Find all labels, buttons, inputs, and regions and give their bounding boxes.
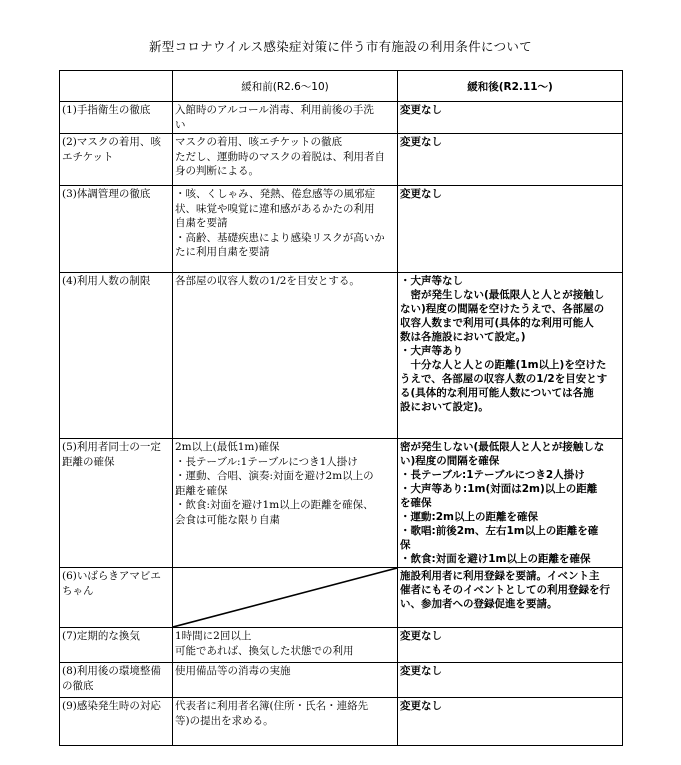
- row-label-line: (2)マスクの着用、咳: [62, 136, 161, 148]
- after-cell-line: 数は各施設において設定。): [400, 331, 526, 343]
- after-cell-line: ・運動:2m以上の距離を確保: [400, 511, 538, 523]
- after-cell: [398, 186, 623, 273]
- after-cell-line: る(具体的な利用可能人数については各施: [400, 387, 594, 399]
- row-label: [60, 134, 173, 186]
- before-cell-line: ・長テーブル:1テーブルにつき1人掛け: [175, 455, 358, 468]
- table-header-row: [60, 71, 623, 102]
- before-cell-line: マスクの着用、咳エチケットの徹底: [175, 136, 343, 148]
- after-cell-line: 変更なし: [400, 104, 442, 116]
- before-cell: [173, 698, 398, 746]
- table-row: [60, 273, 623, 439]
- after-cell-line: ・大声等なし: [400, 275, 463, 287]
- before-cell-line: 身の判断による。: [175, 165, 259, 177]
- row-label-line: (1)手指衛生の徹底: [62, 104, 151, 116]
- row-label-line: の徹底: [62, 679, 94, 692]
- before-cell-line: ・高齢、基礎疾患により感染リスクが高いか: [175, 231, 385, 244]
- row-label: [60, 273, 173, 439]
- row-label-line: (3)体調管理の徹底: [62, 188, 151, 200]
- after-cell: [398, 134, 623, 186]
- row-label: [60, 628, 173, 663]
- row-label-line: (8)利用後の環境整備: [62, 665, 161, 677]
- table-row: [60, 628, 623, 663]
- after-cell-line: 密が発生しない(最低限人と人とが接触しな: [400, 441, 605, 453]
- before-cell: [173, 186, 398, 273]
- after-cell-line: 保: [400, 539, 411, 551]
- row-label-line: (4)利用人数の制限: [62, 275, 151, 287]
- row-label: [60, 186, 173, 273]
- row-label-line: ちゃん: [62, 584, 94, 597]
- table-row: [60, 102, 623, 134]
- before-cell: [173, 628, 398, 663]
- after-cell: [398, 698, 623, 746]
- after-cell-line: 密が発生しない(最低限人と人とが接触し: [400, 289, 605, 301]
- before-cell-line: ・飲食:対面を避け1m以上の距離を確保、: [175, 499, 374, 511]
- before-cell: [173, 568, 398, 628]
- row-label-line: 距離の確保: [62, 455, 115, 468]
- table-row: [60, 663, 623, 698]
- before-cell-line: い: [175, 118, 186, 131]
- after-cell-line: 変更なし: [400, 700, 442, 712]
- after-cell-line: 催者にもそのイベントとしての利用登録を行: [400, 584, 610, 596]
- after-cell-line: ・歌唱:前後2m、左右1m以上の距離を確: [400, 525, 599, 537]
- before-cell: [173, 439, 398, 568]
- after-cell-line: 十分な人と人との距離(1m以上)を空けた: [400, 359, 607, 371]
- header-after: 緩和後(R2.11〜): [398, 71, 623, 102]
- row-label: [60, 663, 173, 698]
- after-cell-line: ・飲食:対面を避け1m以上の距離を確保: [400, 553, 591, 565]
- after-cell-line: を確保: [400, 497, 432, 509]
- row-label-line: (6)いばらきアマビエ: [62, 570, 161, 582]
- before-cell-line: 入館時のアルコール消毒、利用前後の手洗: [175, 104, 374, 116]
- before-cell-line: 各部屋の収容人数の1/2を目安とする。: [175, 275, 360, 287]
- after-cell-line: 変更なし: [400, 665, 442, 677]
- row-label: [60, 439, 173, 568]
- table-row: [60, 186, 623, 273]
- after-cell-line: ・長テーブル:1テーブルにつき2人掛け: [400, 469, 585, 481]
- before-cell-line: たに利用自粛を要請: [175, 246, 270, 258]
- after-cell-line: ・大声等あり:1m(対面は2m)以上の距離: [400, 483, 598, 495]
- after-cell-line: 設において設定)。: [400, 401, 489, 413]
- after-cell: [398, 273, 623, 439]
- after-cell-line: い、参加者への登録促進を要請。: [400, 598, 558, 610]
- row-label-line: (9)感染発生時の対応: [62, 700, 161, 712]
- after-cell-line: 収容人数まで利用可(具体的な利用可能人: [400, 317, 594, 329]
- before-cell-line: ただし、運動時のマスクの着脱は、利用者自: [175, 150, 385, 163]
- before-cell: [173, 134, 398, 186]
- header-item: [60, 71, 173, 102]
- before-cell-line: 可能であれば、換気した状態での利用: [175, 644, 354, 657]
- after-cell-line: 変更なし: [400, 630, 442, 642]
- after-cell: [398, 439, 623, 568]
- table-row: [60, 698, 623, 746]
- header-before: 緩和前(R2.6〜10): [173, 71, 398, 102]
- before-cell-line: 状、味覚や嗅覚に違和感があるかたの利用: [175, 202, 375, 215]
- before-cell-line: ・運動、合唱、演奏:対面を避け2m以上の: [175, 470, 374, 482]
- after-cell: [398, 568, 623, 628]
- row-label-line: (7)定期的な換気: [62, 630, 140, 642]
- page-title: 新型コロナウイルス感染症対策に伴う市有施設の利用条件について: [148, 39, 532, 54]
- before-cell: [173, 102, 398, 134]
- after-cell-line: ない)程度の間隔を空けたうえで、各部屋の: [400, 303, 605, 315]
- before-cell-line: 等)の提出を求める。: [175, 714, 274, 727]
- table-row: [60, 568, 623, 628]
- row-label-line: (5)利用者同士の一定: [62, 441, 161, 453]
- before-cell-line: 距離を確保: [175, 484, 228, 497]
- row-label-line: エチケット: [62, 150, 114, 163]
- before-cell-line: 1時間に2回以上: [175, 630, 252, 642]
- after-cell-line: 変更なし: [400, 188, 442, 200]
- diagonal-strike-line: [173, 568, 397, 627]
- before-cell-line: 代表者に利用者名簿(住所・氏名・連絡先: [175, 700, 369, 712]
- before-cell: [173, 273, 398, 439]
- table-row: [60, 439, 623, 568]
- before-cell-line: 会食は可能な限り自粛: [175, 513, 280, 526]
- after-cell-line: うえで、各部屋の収容人数の1/2を目安とす: [400, 373, 608, 385]
- before-cell-line: 使用備品等の消毒の実施: [175, 665, 291, 677]
- before-cell-line: 自粛を要請: [175, 217, 228, 229]
- before-cell: [173, 663, 398, 698]
- table-row: [60, 134, 623, 186]
- after-cell-line: 施設利用者に利用登録を要請。イベント主: [400, 570, 600, 582]
- after-cell: [398, 628, 623, 663]
- after-cell: [398, 663, 623, 698]
- before-cell-line: 2m以上(最低1m)確保: [175, 441, 280, 453]
- conditions-table: [59, 70, 623, 746]
- after-cell-line: い)程度の間隔を確保: [400, 455, 500, 467]
- row-label: [60, 568, 173, 628]
- row-label: [60, 698, 173, 746]
- before-cell-line: ・咳、くしゃみ、発熱、倦怠感等の風邪症: [175, 188, 376, 200]
- after-cell-line: ・大声等あり: [400, 345, 463, 357]
- after-cell-line: 変更なし: [400, 136, 442, 148]
- row-label: [60, 102, 173, 134]
- after-cell: [398, 102, 623, 134]
